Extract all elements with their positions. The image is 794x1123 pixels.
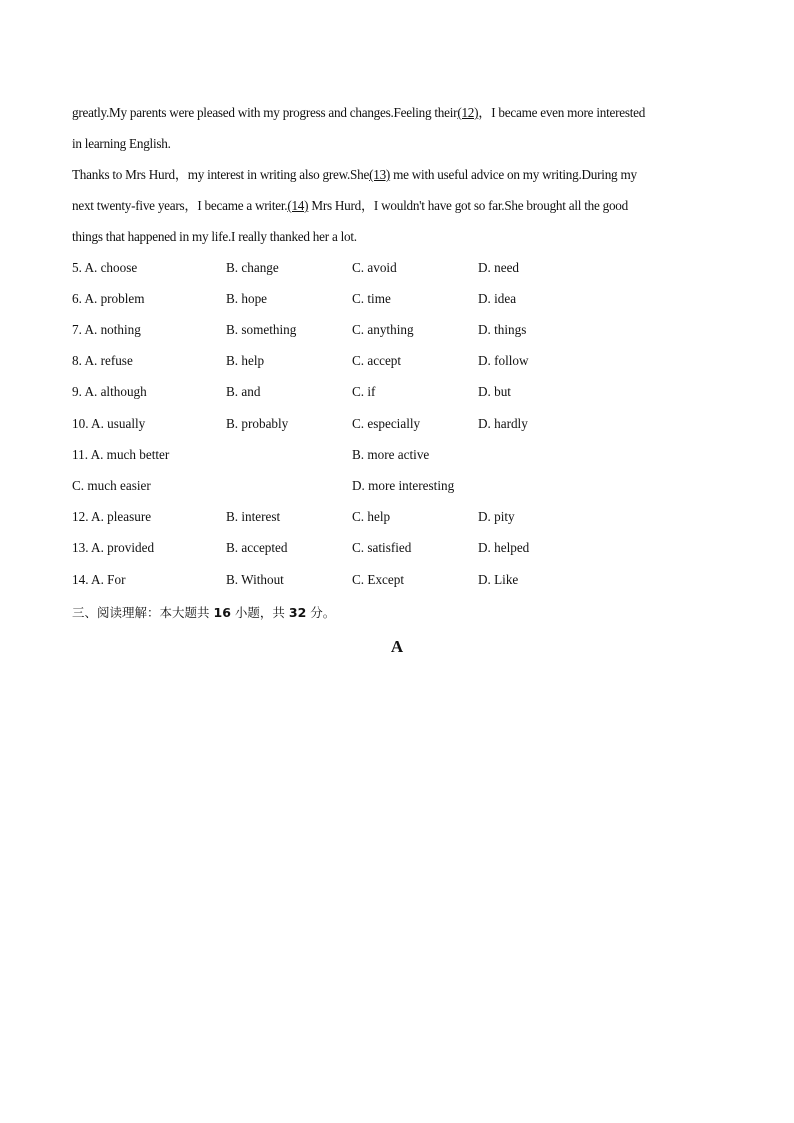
option-b: B. probably	[226, 416, 289, 431]
passage-heading: A	[390, 637, 404, 656]
option-c: C. time	[352, 291, 391, 306]
option-b: B. change	[226, 260, 279, 275]
passage-text: next twenty-five years，I became a writer.	[72, 198, 288, 213]
option-a: 6. A. problem	[72, 291, 145, 306]
section-heading	[72, 603, 335, 621]
option-c: C. satisfied	[352, 540, 412, 555]
option-b: B. more active	[352, 447, 430, 462]
option-d: D. but	[478, 384, 511, 399]
option-b: B. something	[226, 322, 297, 337]
option-a: 5. A. choose	[72, 260, 138, 275]
option-b: B. and	[226, 384, 261, 399]
option-b: B. Without	[226, 572, 284, 587]
option-c: C. Except	[352, 572, 405, 587]
option-d: D. idea	[478, 291, 517, 306]
section-suffix: 分。	[310, 605, 336, 620]
question-count: 16	[213, 605, 231, 620]
option-c: C. avoid	[352, 260, 397, 275]
option-a: 8. A. refuse	[72, 353, 133, 368]
option-c: C. help	[352, 509, 391, 524]
passage-line-4	[72, 190, 722, 221]
passage-text: greatly.My parents were pleased with my progress and changes.Feeling their	[72, 105, 458, 120]
option-d: D. pity	[478, 509, 515, 524]
option-a: 11. A. much better	[72, 447, 170, 462]
option-d: D. Like	[478, 572, 519, 587]
passage-line-3	[72, 159, 722, 190]
passage-line-1	[72, 97, 722, 128]
section-prefix: 三、阅读理解：本大题共	[72, 605, 210, 620]
passage-text: Mrs Hurd，I wouldn't have got so far.She brought all the good	[308, 198, 628, 213]
option-d: D. more interesting	[352, 478, 455, 493]
option-b: B. help	[226, 353, 265, 368]
option-b: B. accepted	[226, 540, 288, 555]
option-a: 13. A. provided	[72, 540, 155, 555]
option-c: C. much easier	[72, 478, 151, 493]
section-mid: 小题，共	[234, 605, 285, 620]
option-a: 10. A. usually	[72, 416, 146, 431]
passage-line-2: in learning English.	[72, 136, 171, 151]
option-d: D. hardly	[478, 416, 528, 431]
passage-text: me with useful advice on my writing.During my	[390, 167, 637, 182]
option-a: 9. A. although	[72, 384, 147, 399]
option-b: B. hope	[226, 291, 268, 306]
option-a: 7. A. nothing	[72, 322, 141, 337]
passage-text: ，I became even more interested	[478, 105, 646, 120]
blank-12: (12)	[457, 105, 479, 120]
blank-14: (14)	[287, 198, 309, 213]
option-d: D. need	[478, 260, 520, 275]
option-d: D. things	[478, 322, 527, 337]
total-score: 32	[288, 605, 307, 620]
option-b: B. interest	[226, 509, 281, 524]
option-c: C. accept	[352, 353, 402, 368]
option-d: D. helped	[478, 540, 530, 555]
blank-13: (13)	[369, 167, 391, 182]
option-a: 12. A. pleasure	[72, 509, 152, 524]
option-c: C. if	[352, 384, 376, 399]
option-c: C. especially	[352, 416, 421, 431]
cloze-passage	[72, 97, 722, 252]
option-d: D. follow	[478, 353, 529, 368]
option-a: 14. A. For	[72, 572, 126, 587]
passage-text: Thanks to Mrs Hurd，my interest in writing also grew.She	[72, 167, 370, 182]
option-c: C. anything	[352, 322, 414, 337]
passage-line-5: things that happened in my life.I really thanked her a lot.	[72, 229, 357, 244]
